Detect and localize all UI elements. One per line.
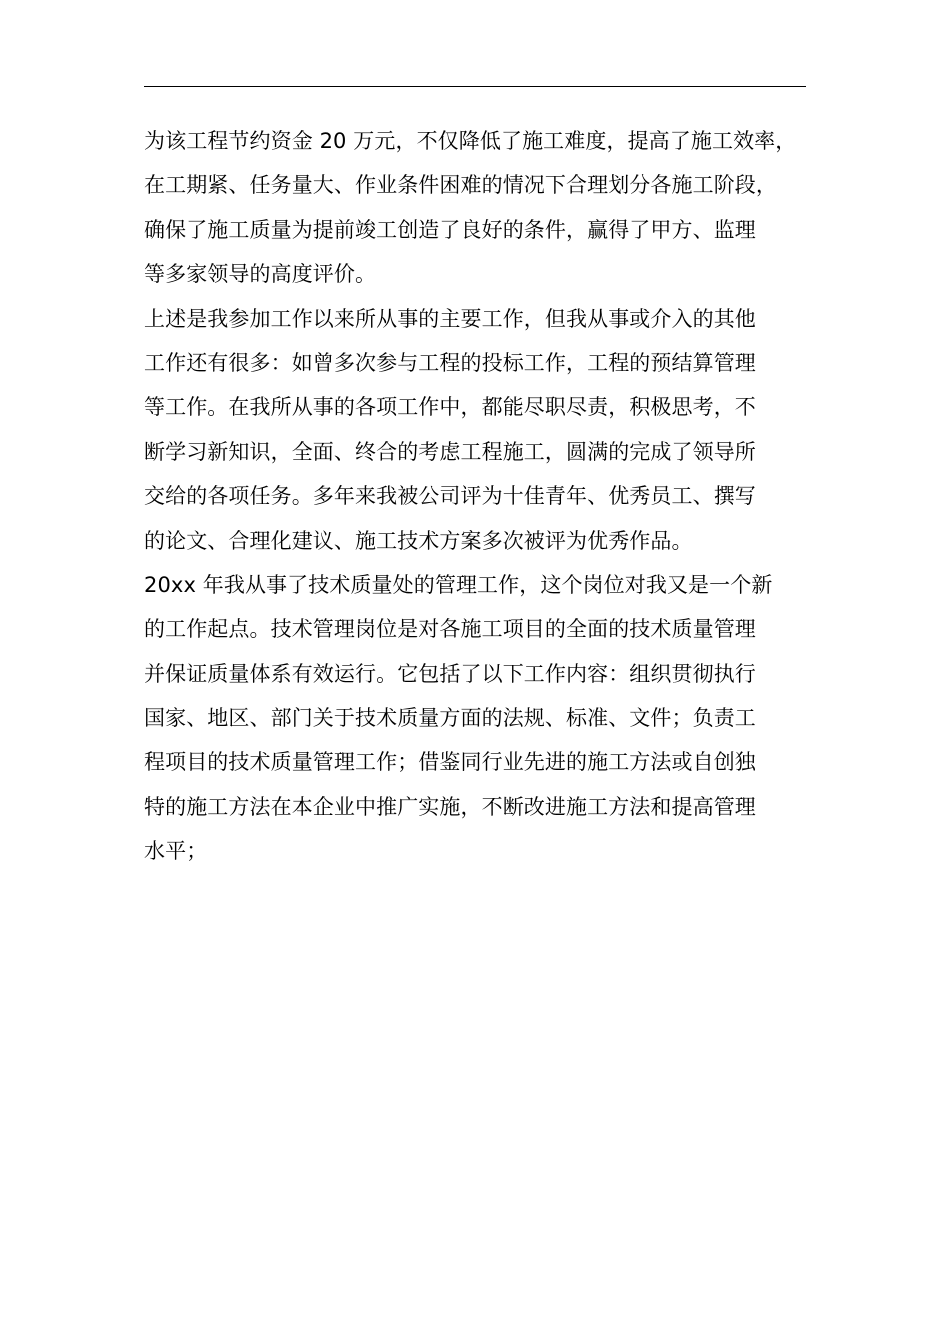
text-line: 程项目的技术质量管理工作；借鉴同行业先进的施工方法或自创独 [144, 750, 756, 775]
document-body [144, 119, 806, 874]
text-line: 在工期紧、任务量大、作业条件困难的情况下合理划分各施工阶段， [144, 173, 777, 198]
header-rule [144, 86, 806, 87]
text-line: 水平； [144, 839, 208, 864]
text-line: 的论文、合理化建议、施工技术方案多次被评为优秀作品。 [144, 528, 693, 553]
text-line: 为该工程节约资金 20 万元，不仅降低了施工难度，提高了施工效率， [144, 129, 797, 153]
text-line: 等多家领导的高度评价。 [144, 262, 377, 287]
text-line: 特的施工方法在本企业中推广实施，不断改进施工方法和提高管理 [144, 794, 756, 819]
text-line: 国家、地区、部门关于技术质量方面的法规、标准、文件；负责工 [144, 706, 756, 731]
paragraph [144, 119, 806, 297]
text-line: 断学习新知识，全面、终合的考虑工程施工，圆满的完成了领导所 [144, 439, 756, 464]
text-line: 上述是我参加工作以来所从事的主要工作，但我从事或介入的其他 [144, 306, 756, 331]
paragraph [144, 563, 806, 874]
paragraph [144, 297, 806, 563]
text-line: 交给的各项任务。多年来我被公司评为十佳青年、优秀员工、撰写 [144, 484, 756, 509]
text-line: 等工作。在我所从事的各项工作中，都能尽职尽责，积极思考，不 [144, 395, 756, 420]
text-line: 的工作起点。技术管理岗位是对各施工项目的全面的技术质量管理 [144, 617, 756, 642]
text-line: 并保证质量体系有效运行。它包括了以下工作内容：组织贯彻执行 [144, 661, 756, 686]
text-line: 工作还有很多：如曾多次参与工程的投标工作，工程的预结算管理 [144, 350, 756, 375]
text-line: 确保了施工质量为提前竣工创造了良好的条件，赢得了甲方、监理 [144, 217, 756, 242]
text-line: 20xx 年我从事了技术质量处的管理工作，这个岗位对我又是一个新 [144, 572, 773, 597]
